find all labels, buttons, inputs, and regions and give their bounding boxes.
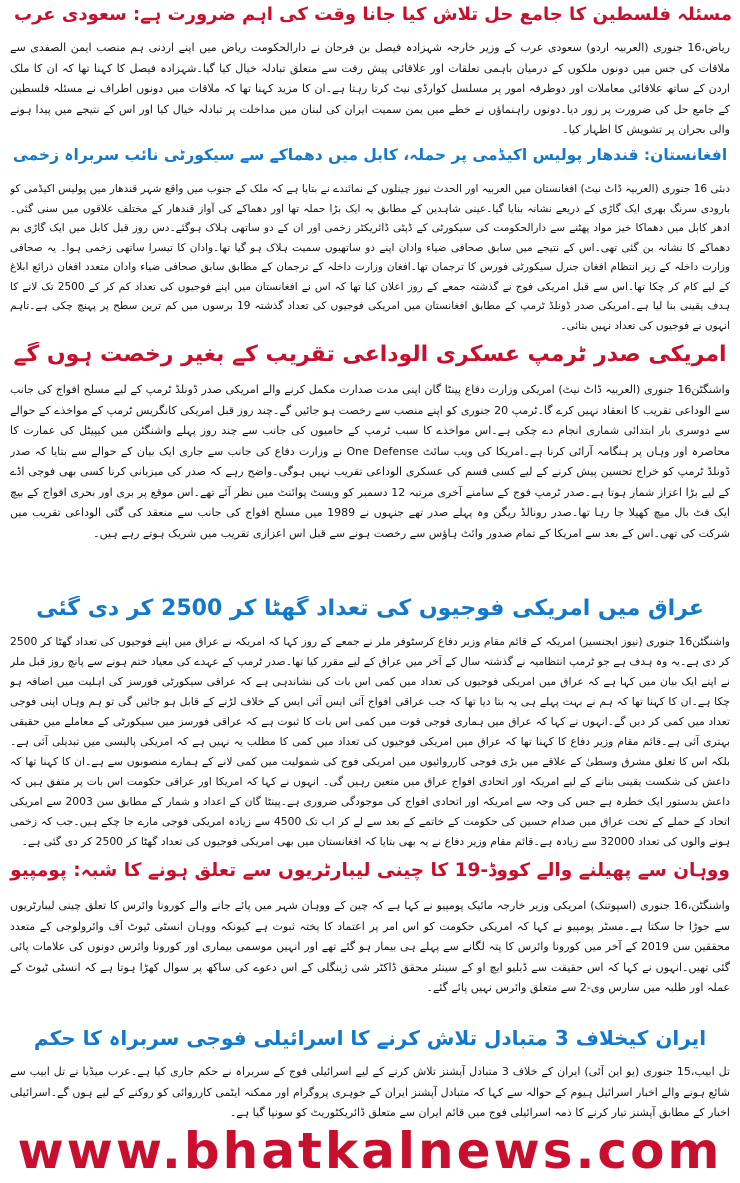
- article-4-body: واشنگٹن16 جنوری (نیوز ایجنسیز) امریکہ کے قائم مقام وزیر دفاع کرسٹوفر ملر نے جمعے کے روز کہا کہ امریکہ نے عراق میں اپنے فوجیوں کی تعداد گھٹا کر 2500 کر دی ہے۔یہ وہ ہدف ہے جو ٹرمپ انتظامیہ نے گذشتہ سال کے آخر میں عراق کے لیے مقرر کیا تھا۔صدر ٹرمپ کے عہدے کی معیاد ختم ہونے سے پانچ روز قبل ملر نے اپنے ایک بیان میں کہا ہے کہ عراق میں امریکی فوجیوں کی تعداد میں کمی اس بات کی نشاندہی ہے کہ عراقی سیکورٹی فورسز کی اہلیت میں اضافہ ہو چکا ہے۔ان کا کہنا تھا کہ ہم نے بہت پہلے ہی یہ بتا دیا تھا کہ جب عراقی افواج آئی ایس آئی ایس کے خلاف لڑنے کے قابل ہو جائیں گی تو ہم وہاں اپنی فوجی تعداد میں کمی کر دیں گے۔انہوں نے کہا کہ عراق میں ہماری فوجی قوت میں کمی اس بات کا ثبوت ہے کہ عراقی فورسز میں سیکورٹی کے معاملے میں حقیقی بہتری آئی ہے۔قائم مقام وزیر دفاع کا کہنا تھا کہ عراق میں امریکی فوجیوں کی تعداد میں کمی کا مطلب یہ نہیں ہے کہ امریکی پالیسی میں تبدیلی آئی ہے۔بلکہ اس کا تعلق مشرق وسطیٰ کے علاقے میں بڑی فوجی کارروائیوں میں امریکی فوج کی شمولیت میں کمی لانے کے ہمارے منصوبوں سے ہے۔ان کا کہنا تھا کہ داعش کی شکست یقینی بنانے کے لیے امریکہ اور اتحادی افواج عراق میں متعین رہیں گی۔ انہوں نے کہا کہ امریکا اور عراقی حکومت اس بات پر متفق ہیں کہ داعش بدستور ایک خطرہ ہے جس کی وجہ سے امریکہ اور اتحادی افواج کی موجودگی ضروری ہے۔پینٹا گان کے اعداد و شمار کے مطابق سن 2003 سے امریکی اتحاد کے حملے کے تحت عراق میں صدام حسین کی حکومت کے خاتمے کے بعد سے لے کر اب تک 4500 سے زیادہ امریکی فوجی مارے جا چکے ہیں۔جب کہ زخمی ہونے والوں کی تعداد 32000 سے زیادہ ہے۔قائم مقام وزیر دفاع نے یہ بھی بتایا کہ افغانستان میں بھی امریکی فوجیوں کی تعداد گھٹا کر 2500 کر دی گئی ہے۔: [10, 635, 730, 848]
- article-3-body: واشنگٹن16 جنوری (العربیہ ڈاٹ نیٹ) امریکی وزارت دفاع پینٹا گان اپنی مدت صدارت مکمل کرنے والے امریکی صدر ڈونلڈ ٹرمپ کے لیے مسلح افواج کی جانب سے الوداعی تقریب کا انعقاد نہیں کرے گا۔ٹرمپ 20 جنوری کو اپنے منصب سے رخصت ہو جائیں گے۔چند روز قبل امریکی کانگریس ٹرمپ کے مواخذے کے حوالے سے دوسری بار ابتدائی شماری انجام دے چکی ہے۔اس مواخذے کا سبب ٹرمپ کے حامیوں کی جانب سے چند روز پہلے واشنگٹن میں کیپیٹل کی عمارت کا محاصرہ اور وہاں پر ہنگامہ آرائی کرنا ہے۔امریکا کی ویب سائٹ One Defense نے وزارت دفاع کی جانب سے جاری ایک بیان کے حوالے سے بتایا کہ صدر ڈونلڈ ٹرمپ کو خراج تحسین پیش کرنے کے لیے کسی قسم کی عسکری الوداعی تقریب نہیں ہوگی۔واضح رہے کہ صدر کی میزبانی کرنا کسی بھی فوجی اڈے کے لیے بڑا اعزاز شمار ہوتا ہے۔صدر ٹرمپ فوج کے سامنے آخری مرتبہ 12 دسمبر کو ویسٹ پوائنٹ میں نظر آئے تھے۔اس موقع پر بری اور بحری افواج کے بیچ ایک فٹ بال میچ کھیلا جا رہا تھا۔صدر رونالڈ ریگن وہ پہلے صدر تھے جنہوں نے 1989 میں مسلح افواج کی جانب سے منعقد کی گئی الوداعی تقریب میں شرکت کی تھی۔اس کے بعد سے امریکا کے تمام صدور وائٹ ہاؤس سے رخصت ہونے سے قبل اس اعزازی تقریب میں شریک ہوتے رہے ہیں۔: [10, 383, 730, 540]
- article-2-body: دبئی 16 جنوری (العربیہ ڈاٹ نیٹ) افغانستان میں العربیہ اور الحدث نیوز چینلوں کے نمائندے نے بتایا ہے کہ ملک کے جنوب میں واقع شہر قندھار میں پولیس اکیڈمی کو بارودی سرنگ بھری ایک گاڑی کے ذریعے نشانہ بنایا گیا۔عینی شاہدین کے مطابق یہ ایک بڑا حملہ تھا اور دھماکے کی آواز قندھار کے مختلف علاقوں میں سنی گئی۔ ادھر کابل میں دھماکا خیز مواد پھٹنے سے دارالحکومت کی سیکورٹی کے ڈپٹی ڈائریکٹر زخمی اور ان کے دو ساتھی ہلاک ہوگئے۔دس روز قبل کابل میں ایک گاڑی بم دھماکے کا نشانہ بن گئی تھی۔اس کے نتیجے میں سابق صحافی ضیاء وادان اپنے دو ساتھیوں سمیت ہلاک ہو گیا تھا۔وادان کا تیسرا ساتھی زخمی ہوا۔ یہ صحافی وزارت داخلہ کے زیر انتظام افغان جنرل سیکورٹی فورس کا ترجمان تھا۔افغان وزارت داخلہ کے ترجمان کے مطابق سابق صحافی ضیاء وادان متعدد افغان ذرائع ابلاغ کے لیے کام کر چکا تھا۔اس سے قبل امریکی فوج نے گذشتہ جمعے کے روز اعلان کیا تھا کہ اس نے افغانستان میں اپنے فوجیوں کی تعداد کم کر کے 2500 تک لانے کا ہدف یقینی بنا لیا ہے۔امریکی صدر ڈونلڈ ٹرمپ کے مطابق افغانستان میں امریکی فوجیوں کی تعداد گذشتہ 19 برسوں میں کم ترین سطح پر پہنچ چکی ہے۔تاہم انہوں نے فوجیوں کی تعداد نہیں بتائی۔: [10, 183, 730, 332]
- article-1-headline: مسئلہ فلسطین کا جامع حل تلاش کیا جانا وقت کی اہم ضرورت ہے: سعودی عرب: [13, 4, 732, 25]
- article-5-headline: ووہان سے پھیلنے والے کووڈ-19 کا چینی لیبارٹریوں سے تعلق ہونے کا شبہ: پومپیو: [10, 860, 730, 881]
- article-2-headline: افغانستان: قندھار پولیس اکیڈمی پر حملہ، کابل میں دھماکے سے سیکورٹی نائب سربراہ زخمی: [12, 146, 728, 164]
- footer-website-url[interactable]: www.bhatkalnews.com: [17, 1124, 723, 1179]
- article-5-body: واشنگٹن،16 جنوری (اسپوتنک) امریکی وزیر خارجہ مائیک پومپیو نے کہا ہے کہ چین کے ووہان شہر میں پائے جانے والے کورونا وائرس کا تعلق چینی لیبارٹریوں سے جوڑا جا سکتا ہے۔مسٹر پومپیو نے کہا کہ امریکی حکومت کو اس امر پر اعتماد کا پختہ ثبوت ہے کیونکہ ووہان انسٹی ٹیوٹ آف وائرولوجی کے متعدد محققین سن 2019 کے آخر میں کورونا وائرس کا پتہ لگانے سے پہلے ہی بیمار ہو گئے تھے اور انہیں موسمی بیماری اور کورونا وائرس دونوں کی علامات پائی گئی تھیں۔انہوں نے کہا کہ اس حقیقت سے ڈبلیو ایچ او کے سینئر محقق ڈاکٹر شی ژینگلی کے اس دعوے کی ساکھ پر سوال کھڑا ہوتا ہے کہ انسٹی ٹیوٹ کے عملہ اور طلبہ میں سارس وی-2 سے متعلق وائرس نہیں پائے گئے۔: [10, 899, 730, 994]
- article-6-headline: ایران کیخلاف 3 متبادل تلاش کرنے کا اسرائیلی فوجی سربراہ کا حکم: [33, 1026, 707, 1050]
- article-4-headline: عراق میں امریکی فوجیوں کی تعداد گھٹا کر 2500 کر دی گئی: [36, 596, 704, 621]
- article-1-body: ریاض،16 جنوری (العربیہ اردو) سعودی عرب کے وزیر خارجہ شہزادہ فیصل بن فرحان نے دارالحکومت ریاض میں اپنے اردنی ہم منصب ایمن الصفدی سے ملاقات کی جس میں دونوں ملکوں کے درمیان باہمی تعلقات اور علاقائی پیش رفت سے متعلق تبادلہ خیال کیا گیا۔شہزادہ فیصل کا کہنا تھا کہ ان کا ملک اردن کے ساتھ علاقائی معاملات اور دوطرفہ امور پر مسلسل کوارڈی نیٹ کرتا رہتا ہے۔ان کا مزید کہنا تھا کہ ملاقات میں دونوں اطراف نے مسئلہ فلسطین کے جامع حل کی ضرورت پر زور دیا۔دونوں راہنماؤں نے خطے میں یمن سمیت ایران کی لبنان میں مداخلت پر تبادلہ خیال کیا اور اس کے نتیجے میں پیدا ہونے والی بحران پر تشویش کا اظہار کیا۔: [10, 41, 730, 136]
- article-6-body: تل ابیب،15 جنوری (یو این آئی) ایران کے خلاف 3 متبادل آپشنز تلاش کرنے کے لیے اسرائیلی فوج کے سربراہ نے حکم جاری کیا ہے۔عرب میڈیا نے تل ابیب سے شائع ہونے والے اخبار اسرائیل ہیوم کے حوالہ سے کہا کہ متبادل آپشنز ایران کے جوہری پروگرام اور ممکنہ ایٹمی کارروائی کو روکنے کے لیے ہوں گے۔اسرائیلی اخبار کے مطابق آپشنز تیار کرنے کا ذمہ اسرائیلی فوج میں قائم ایران سے متعلق ڈائریکٹوریٹ کو سونپا گیا ہے۔: [10, 1065, 730, 1119]
- article-3-headline: امریکی صدر ٹرمپ عسکری الوداعی تقریب کے بغیر رخصت ہوں گے: [13, 342, 727, 367]
